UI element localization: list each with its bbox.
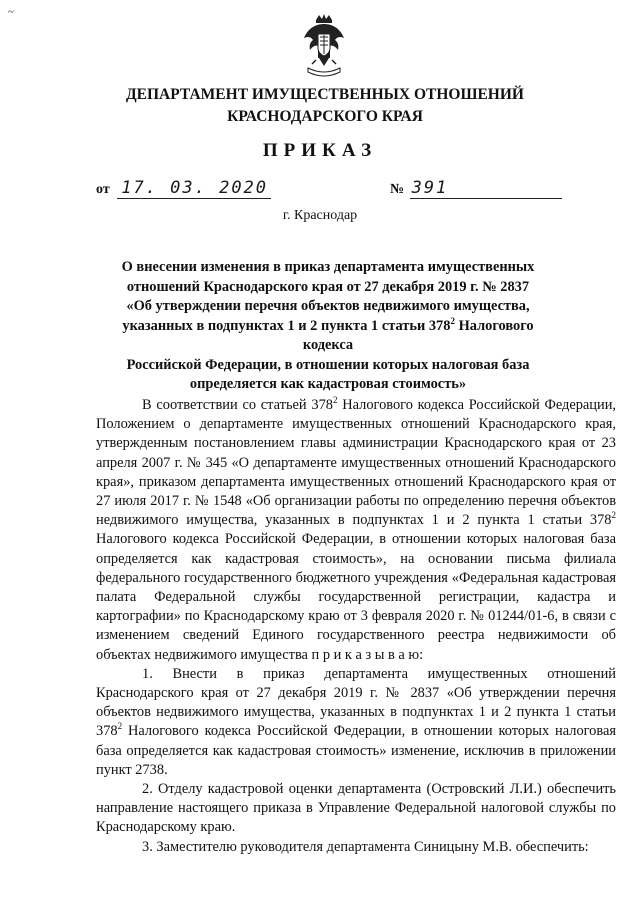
order-date — [96, 178, 271, 199]
document-type: ПРИКАЗ — [262, 140, 378, 161]
corner-mark: ~ — [8, 6, 14, 18]
department-name-line1: ДЕПАРТАМЕНТ ИМУЩЕСТВЕННЫХ ОТНОШЕНИЙ — [126, 86, 524, 103]
order-number — [390, 178, 562, 199]
title-line: отношений Краснодарского края от 27 декабря 2019 г. № 2837 — [126, 278, 530, 295]
city: г. Краснодар — [282, 208, 358, 223]
title-line: определяется как кадастровая стоимость» — [189, 376, 467, 392]
order-title — [100, 258, 556, 395]
date-value: 17. 03. 2020 — [117, 178, 271, 199]
title-line: О внесении изменения в приказ департамента имущественных — [121, 259, 535, 275]
number-value: 391 — [410, 178, 562, 199]
title-line: указанных в подпунктах 1 и 2 пункта 1 статьи $378^2$ Налогового кодекса — [122, 315, 534, 353]
superscript: 2 — [450, 315, 455, 326]
paragraph-preamble: В соответствии со статьей $378^2$ Налогового кодекса Российской Федерации, Положением о департаменте имущественных отношений Краснодарского края, утвержденным постановлением главы администрации Краснодарского края от 23 апреля 2007 г. № 345 «О департаменте имущественных отношений Краснодарского края», приказом департамента имущественных отношений Краснодарского края от 27 июля 2017 г. № 1548 «Об организации работы по определению перечня объектов недвижимого имущества, указанных в подпунктах 1 и 2 пункта 1 статьи $378^2$ Налогового кодекса Российской Федерации, в отношении которых налоговая база определяется как кадастровая стоимость», на основании письма филиала федерального государственного бюджетного учреждения «Федеральная кадастровая палата Федеральной службы государственной регистрации, кадастра и картографии» по Краснодарскому краю от 3 февраля 2020 г. № 01244/01-6, в связи с изменением сведений Единого государственного реестра недвижимости об объектах недвижимого имущества п р и к а з ы в а ю: — [96, 395, 617, 663]
department-name-line2: КРАСНОДАРСКОГО КРАЯ — [227, 108, 423, 125]
title-line: «Об утверждении перечня объектов недвижимого имущества, — [126, 298, 530, 314]
order-body — [96, 396, 616, 857]
title-line: Российской Федерации, в отношении которых налоговая база — [126, 356, 530, 373]
number-prefix: № — [390, 182, 405, 197]
paragraph-item-1: 1. Внести в приказ департамента имущественных отношений Краснодарского края от 27 декабря 2019 г. № 2837 «Об утверждении перечня объектов недвижимого имущества, указанных в подпунктах 1 и 2 пункта 1 статьи $378^2$ Налогового кодекса Российской Федерации, в отношении которых налоговая база определяется как кадастровая стоимость» изменение, исключив в приложении пункт 2738. — [96, 665, 616, 778]
coat-of-arms-icon — [302, 14, 346, 78]
date-prefix: от — [96, 182, 110, 197]
paragraph-item-2: 2. Отделу кадастровой оценки департамента (Островский Л.И.) обеспечить направление настоящего приказа в Управление Федеральной налоговой службы по Краснодарскому краю. — [96, 781, 616, 836]
paragraph-item-3: 3. Заместителю руководителя департамента Синицыну М.В. обеспечить: — [142, 838, 589, 855]
